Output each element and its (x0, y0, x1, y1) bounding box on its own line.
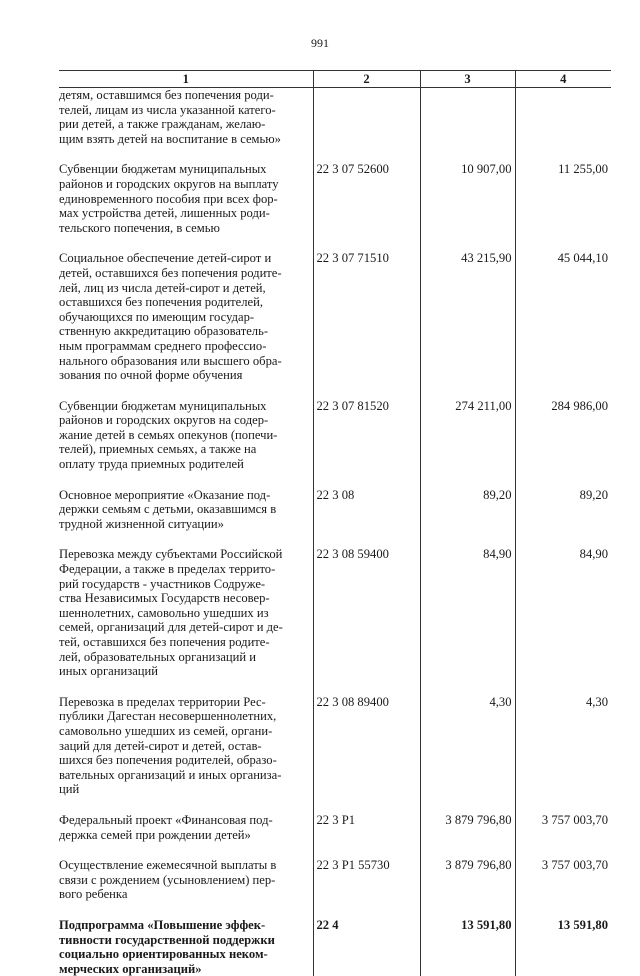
spacer-cell (420, 472, 515, 488)
row-name-cell (59, 251, 313, 382)
spacer-cell (420, 383, 515, 399)
row-code-cell (313, 88, 420, 147)
row-name-line: Федеральный проект «Финансовая под- (59, 813, 273, 827)
spacer-cell (515, 842, 611, 858)
spacer-cell (59, 472, 313, 488)
row-name-line: детей, оставшихся без попечения родите- (59, 266, 282, 280)
spacer-cell (515, 472, 611, 488)
row-code-cell: 22 3 08 89400 (313, 695, 420, 797)
column-header-year-1: 3 (420, 71, 515, 88)
table-row (59, 162, 611, 235)
table-body (59, 88, 611, 976)
row-spacer (59, 797, 611, 813)
row-value-year-2-cell: 13 591,80 (515, 918, 611, 976)
row-name-line: шихся без попечения родителей, образо- (59, 753, 277, 767)
spacer-cell (313, 146, 420, 162)
spacer-cell (59, 902, 313, 918)
row-name-line: мерческих организаций» (59, 962, 202, 976)
row-name-line: вательных организаций и иных организа- (59, 768, 281, 782)
row-name-line: тельского попечения, в семью (59, 221, 220, 235)
spacer-cell (59, 146, 313, 162)
row-name-line: лей, лиц из числа детей-сирот и детей, (59, 281, 266, 295)
row-name-line: щим взять детей на воспитание в семью» (59, 132, 281, 146)
row-spacer (59, 531, 611, 547)
row-code-cell: 22 3 P1 (313, 813, 420, 842)
spacer-cell (313, 842, 420, 858)
row-code-cell: 22 3 07 52600 (313, 162, 420, 235)
table-row (59, 488, 611, 532)
row-spacer (59, 842, 611, 858)
spacer-cell (515, 531, 611, 547)
row-name-line: Социальное обеспечение детей-сирот и (59, 251, 271, 265)
row-name-line: рии детей, а также гражданам, желаю- (59, 117, 265, 131)
row-name-line: жание детей в семьях опекунов (попечи- (59, 428, 277, 442)
spacer-cell (313, 902, 420, 918)
row-name-line: заций для детей-сирот и детей, остав- (59, 739, 262, 753)
row-name-line: шеннолетних, самовольно ушедших из (59, 606, 269, 620)
spacer-cell (515, 146, 611, 162)
row-name-line: семей, организаций для детей-сирот и де- (59, 620, 283, 634)
table-row (59, 813, 611, 842)
spacer-cell (59, 531, 313, 547)
row-name-cell (59, 858, 313, 902)
row-name-cell (59, 547, 313, 678)
row-code-cell: 22 3 07 81520 (313, 399, 420, 472)
row-code-cell: 22 3 07 71510 (313, 251, 420, 382)
row-value-year-1-cell: 4,30 (420, 695, 515, 797)
spacer-cell (420, 902, 515, 918)
row-name-line: тей, оставшихся без попечения родите- (59, 635, 270, 649)
row-name-cell (59, 918, 313, 976)
spacer-cell (420, 146, 515, 162)
row-name-line: обучающихся по имеющим государ- (59, 310, 254, 324)
row-name-line: Подпрограмма «Повышение эффек- (59, 918, 265, 932)
spacer-cell (59, 797, 313, 813)
spacer-cell (59, 383, 313, 399)
row-name-line: вого ребенка (59, 887, 127, 901)
row-name-line: рий государств - участников Содруже- (59, 577, 265, 591)
row-name-line: ства Независимых Государств несовер- (59, 591, 270, 605)
table-row (59, 858, 611, 902)
row-name-cell (59, 813, 313, 842)
row-value-year-1-cell: 274 211,00 (420, 399, 515, 472)
table-row (59, 547, 611, 678)
row-value-year-2-cell: 4,30 (515, 695, 611, 797)
row-name-line: Осуществление ежемесячной выплаты в (59, 858, 276, 872)
spacer-cell (313, 679, 420, 695)
row-name-line: трудной жизненной ситуации» (59, 517, 224, 531)
row-value-year-1-cell: 10 907,00 (420, 162, 515, 235)
row-name-line: детям, оставшимся без попечения роди- (59, 88, 274, 102)
row-value-year-1-cell: 13 591,80 (420, 918, 515, 976)
row-value-year-2-cell: 11 255,00 (515, 162, 611, 235)
row-spacer (59, 383, 611, 399)
spacer-cell (59, 842, 313, 858)
spacer-cell (515, 383, 611, 399)
row-name-line: лей, образовательных организаций и (59, 650, 256, 664)
spacer-cell (59, 235, 313, 251)
row-spacer (59, 235, 611, 251)
table-row (59, 399, 611, 472)
spacer-cell (420, 679, 515, 695)
spacer-cell (420, 235, 515, 251)
budget-table (59, 70, 611, 976)
table-row (59, 88, 611, 147)
row-name-line: публики Дагестан несовершеннолетних, (59, 709, 276, 723)
row-name-line: Перевозка в пределах территории Рес- (59, 695, 266, 709)
row-code-cell: 22 3 08 (313, 488, 420, 532)
spacer-cell (420, 842, 515, 858)
row-name-line: держки семьям с детьми, оказавшимся в (59, 502, 276, 516)
row-name-line: нального образования или высшего обра- (59, 354, 282, 368)
row-value-year-2-cell: 45 044,10 (515, 251, 611, 382)
row-value-year-1-cell (420, 88, 515, 147)
row-name-line: оставшихся без попечения родителей, (59, 295, 263, 309)
row-name-line: тивности государственной поддержки (59, 933, 275, 947)
spacer-cell (515, 235, 611, 251)
row-spacer (59, 679, 611, 695)
spacer-cell (313, 472, 420, 488)
spacer-cell (59, 679, 313, 695)
row-value-year-1-cell: 43 215,90 (420, 251, 515, 382)
spacer-cell (313, 531, 420, 547)
row-name-line: социально ориентированных неком- (59, 947, 268, 961)
row-name-cell (59, 488, 313, 532)
row-value-year-1-cell: 89,20 (420, 488, 515, 532)
row-name-cell (59, 162, 313, 235)
column-header-year-2: 4 (515, 71, 611, 88)
spacer-cell (515, 902, 611, 918)
row-name-line: иных организаций (59, 664, 158, 678)
spacer-cell (515, 797, 611, 813)
table-row (59, 695, 611, 797)
row-name-line: единовременного пособия при всех фор- (59, 192, 278, 206)
row-name-line: Основное мероприятие «Оказание под- (59, 488, 270, 502)
spacer-cell (420, 531, 515, 547)
row-name-line: самовольно ушедших из семей, органи- (59, 724, 272, 738)
table-row (59, 251, 611, 382)
row-name-cell (59, 695, 313, 797)
row-value-year-1-cell: 3 879 796,80 (420, 813, 515, 842)
row-code-cell: 22 4 (313, 918, 420, 976)
row-name-line: держка семей при рождении детей» (59, 828, 251, 842)
row-name-line: ным программам среднего профессио- (59, 339, 266, 353)
row-value-year-1-cell: 84,90 (420, 547, 515, 678)
row-name-line: районов и городских округов на выплату (59, 177, 279, 191)
column-header-code: 2 (313, 71, 420, 88)
row-name-line: мах устройства детей, лишенных роди- (59, 206, 270, 220)
spacer-cell (515, 679, 611, 695)
row-spacer (59, 472, 611, 488)
row-value-year-1-cell: 3 879 796,80 (420, 858, 515, 902)
row-name-cell (59, 399, 313, 472)
row-name-cell (59, 88, 313, 147)
row-name-line: Перевозка между субъектами Российской (59, 547, 282, 561)
row-name-line: Субвенции бюджетам муниципальных (59, 399, 266, 413)
row-value-year-2-cell: 89,20 (515, 488, 611, 532)
row-value-year-2-cell (515, 88, 611, 147)
row-code-cell: 22 3 08 59400 (313, 547, 420, 678)
spacer-cell (313, 383, 420, 399)
row-code-cell: 22 3 P1 55730 (313, 858, 420, 902)
row-value-year-2-cell: 84,90 (515, 547, 611, 678)
row-name-line: районов и городских округов на содер- (59, 413, 268, 427)
row-value-year-2-cell: 3 757 003,70 (515, 813, 611, 842)
spacer-cell (313, 797, 420, 813)
row-name-line: связи с рождением (усыновлением) пер- (59, 873, 275, 887)
row-value-year-2-cell: 284 986,00 (515, 399, 611, 472)
row-name-line: ций (59, 782, 79, 796)
spacer-cell (420, 797, 515, 813)
table-row (59, 918, 611, 976)
row-name-line: оплату труда приемных родителей (59, 457, 244, 471)
row-name-line: Федерации, а также в пределах террито- (59, 562, 275, 576)
row-value-year-2-cell: 3 757 003,70 (515, 858, 611, 902)
row-name-line: телей), приемных семьях, а также на (59, 442, 256, 456)
row-name-line: телей, лицам из числа указанной катего- (59, 103, 276, 117)
row-name-line: Субвенции бюджетам муниципальных (59, 162, 266, 176)
row-name-line: ственную аккредитацию образователь- (59, 324, 268, 338)
row-spacer (59, 146, 611, 162)
column-header-name: 1 (59, 71, 313, 88)
table-header-row (59, 71, 611, 88)
spacer-cell (313, 235, 420, 251)
row-name-line: зования по очной форме обучения (59, 368, 242, 382)
page-number: 991 (0, 36, 640, 51)
row-spacer (59, 902, 611, 918)
